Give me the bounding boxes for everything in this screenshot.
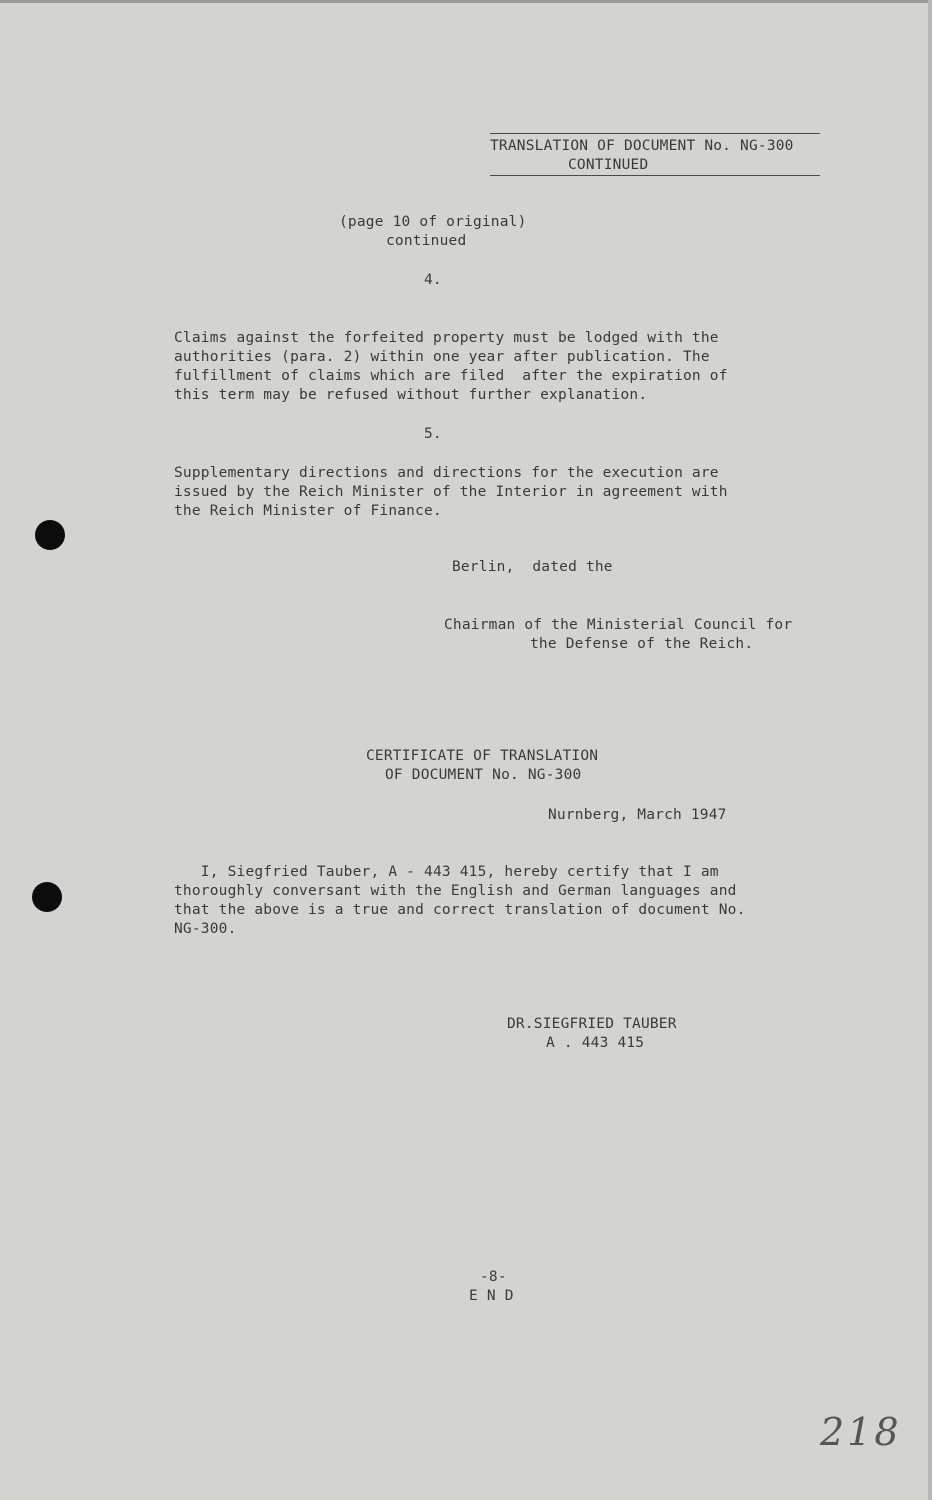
signature-id: A . 443 415 [546, 1035, 645, 1051]
punch-hole-upper [35, 520, 65, 550]
certificate-line: NG-300. [174, 921, 237, 937]
certificate-line: that the above is a true and correct translation of document No. [174, 902, 746, 918]
header-title: TRANSLATION OF DOCUMENT No. NG-300 [490, 138, 794, 154]
page-edge-top [0, 0, 932, 3]
certificate-title: CERTIFICATE OF TRANSLATION [366, 748, 599, 764]
section-4-line: Claims against the forfeited property must be lodged with the [174, 330, 719, 346]
chairman-line: Chairman of the Ministerial Council for [444, 617, 793, 633]
section-4-number: 4. [424, 272, 442, 288]
dateline: Berlin, dated the [452, 559, 613, 575]
header-rule-bottom [490, 175, 820, 176]
certificate-document: OF DOCUMENT No. NG-300 [385, 767, 582, 783]
section-4-line: fulfillment of claims which are filed after the expiration of [174, 368, 728, 384]
page-reference-continued: continued [386, 233, 467, 249]
section-5-line: the Reich Minister of Finance. [174, 503, 442, 519]
end-marker: E N D [469, 1288, 514, 1304]
page-number: -8- [480, 1269, 507, 1285]
chairman-line: the Defense of the Reich. [530, 636, 754, 652]
certificate-line: I, Siegfried Tauber, A - 443 415, hereby certify that I am [174, 864, 719, 880]
header-rule-top [490, 133, 820, 134]
page-edge-right [928, 0, 932, 1500]
certificate-line: thoroughly conversant with the English and German languages and [174, 883, 737, 899]
section-5-line: issued by the Reich Minister of the Interior in agreement with [174, 484, 728, 500]
header-subtitle: CONTINUED [568, 157, 649, 173]
certificate-place-date: Nurnberg, March 1947 [548, 807, 727, 823]
handwritten-page-number: 218 [820, 1410, 902, 1454]
punch-hole-lower [32, 882, 62, 912]
section-4-line: authorities (para. 2) within one year after publication. The [174, 349, 710, 365]
section-5-line: Supplementary directions and directions for the execution are [174, 465, 719, 481]
section-5-number: 5. [424, 426, 442, 442]
page-reference: (page 10 of original) [339, 214, 527, 230]
section-4-line: this term may be refused without further explanation. [174, 387, 648, 403]
signature-name: DR.SIEGFRIED TAUBER [507, 1016, 677, 1032]
